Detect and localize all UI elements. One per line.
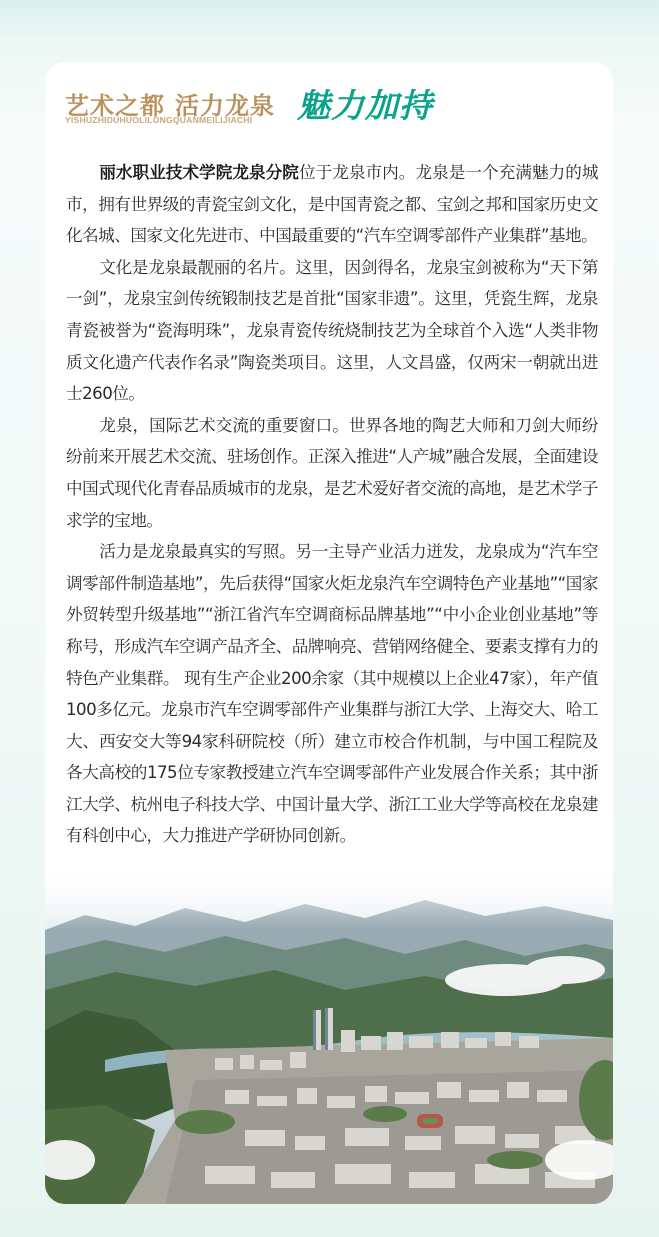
paragraph-1-text: 位于龙泉市内。龙泉是一个充满魅力的城市，拥有世界级的青瓷宝剑文化，是中国青瓷之都、宝剑之邦和国家历史文化名城、国家文化先进市、中国最重要的“汽车空调零部件产业集群”基地。 [66,163,599,246]
paragraph-2: 文化是龙泉最靓丽的名片。这里，因剑得名，龙泉宝剑被称为“天下第一剑”，龙泉宝剑传统锻制技艺是首批“国家非遗”。这里，凭瓷生辉，龙泉青瓷被誉为“瓷海明珠”，龙泉青瓷传统烧制技艺为全球首个入选“人类非物质文化遗产代表作名录”陶瓷类项目。这里，人文昌盛，仅两宋一朝就出进士260位。 [66,257,598,404]
title-part1: 艺术之都 [65,92,165,120]
aerial-city-photo [45,860,613,1204]
title-highlight: 魅力加持 [297,86,433,125]
paragraph-1 [66,157,598,252]
title-pinyin: YISHUZHIDUHUOLILONGQUANMEILIJIACHI [65,115,253,125]
college-name: 丽水职业技术学院龙泉分院 [99,163,299,182]
paragraph-3: 龙泉，国际艺术交流的重要窗口。世界各地的陶艺大师和刀剑大师纷纷前来开展艺术交流、驻场创作。正深入推进“人产城”融合发展，全面建设中国式现代化青春品质城市的龙泉，是艺术爱好者交流的高地，是艺术学子求学的宝地。 [66,415,598,530]
title-part2: 活力龙泉 [175,92,275,120]
article-body [66,157,598,852]
paragraph-4: 活力是龙泉最真实的写照。另一主导产业活力迸发，龙泉成为“汽车空调零部件制造基地”，先后获得“国家火炬龙泉汽车空调特色产业基地”“国家外贸转型升级基地”“浙江省汽车空调商标品牌基地”“中小企业创业基地”等称号，形成汽车空调产品齐全、品牌响亮、营销网络健全、要素支撑有力的特色产业集群。 现有生产企业200余家（其中规模以上企业47家），年产值100多亿元。龙泉市汽车空调零部件产业集群与浙江大学、上海交大、哈工大、西安交大等94家科研院校（所）建立市校合作机制，与中国工程院及各大高校的175位专家教授建立汽车空调零部件产业发展合作关系；其中浙江大学、杭州电子科技大学、中国计量大学、浙江工业大学等高校在龙泉建有科创中心，大力推进产学研协同创新。 [66,542,598,846]
